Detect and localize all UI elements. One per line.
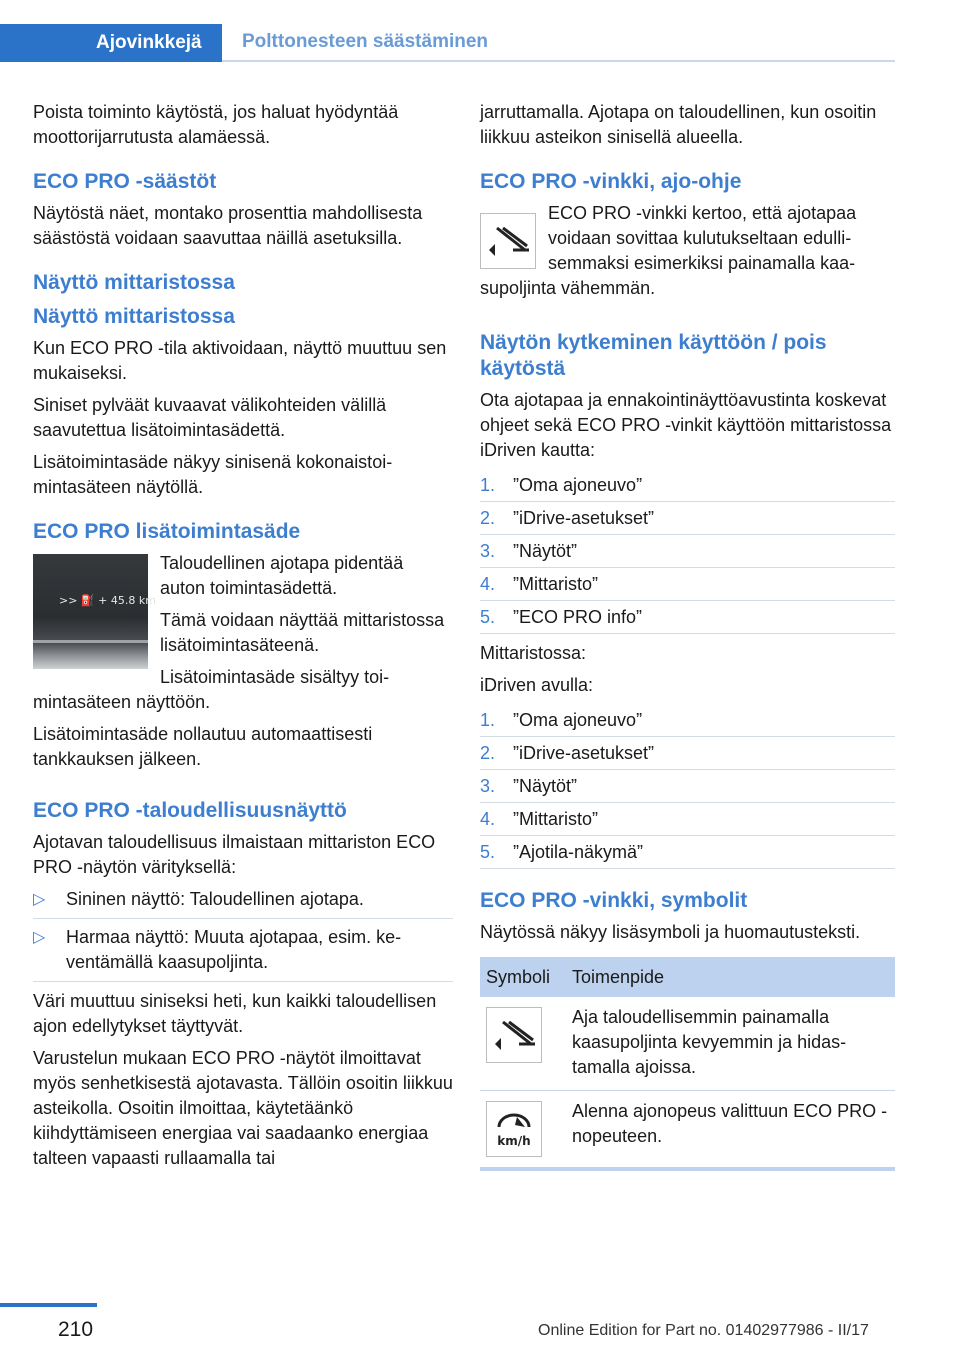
subheading-display: Näyttö mittaristossa	[33, 305, 235, 328]
heading-toggle: Näytön kytkeminen käyttöön / pois käytöstä	[480, 331, 827, 380]
heading-display: Näyttö mittaristossa	[33, 271, 235, 294]
symbols-paragraph: Näytössä näkyy lisäsymboli ja huomautusteksti.	[480, 922, 861, 942]
table-cell-action: Aja taloudellisemmin painamalla kaasupoljinta kevyemmin ja hidastamalla ajoissa.	[566, 997, 895, 1091]
list-item: 2. ”iDrive-asetukset”	[480, 506, 895, 535]
pedal-icon	[486, 1007, 542, 1063]
range-paragraph-2: Tämä voidaan näyttää mittaristossa lisätoimintasäteenä.	[160, 610, 445, 655]
toggle-paragraph: Ota ajotapaa ja ennakointinäyttöavustinta koskevat ohjeet sekä ECO PRO -vinkit käyttöön mittaristossa iDriven kautta:	[480, 390, 892, 460]
list-item: 4. ”Mittaristo”	[480, 807, 895, 836]
heading-savings: ECO PRO -säästöt	[33, 170, 217, 193]
column-header-action: Toimenpide	[566, 957, 895, 997]
list-item: 5. ”ECO PRO info”	[480, 605, 895, 634]
display-paragraph-1: Kun ECO PRO -tila aktivoidaan, näyttö muuttuu sen mukaiseksi.	[33, 338, 447, 383]
heading-range: ECO PRO lisätoimintasäde	[33, 520, 301, 543]
kmh-label: km/h	[497, 1134, 531, 1148]
right-column	[480, 100, 895, 1171]
speedometer-kmh-icon	[486, 1101, 542, 1157]
display-paragraph-3: Lisätoimintasäde näkyy sinisenä kokonaistoimintasäteen näytöllä.	[33, 452, 393, 497]
list-item: 3. ”Näytöt”	[480, 539, 895, 568]
triangle-bullet-icon: ▷	[33, 891, 46, 908]
economy-paragraph-3: Varustelun mukaan ECO PRO -näytöt ilmoittavat myös senhetkisestä ajotavasta. Tällöin osoitin liikkuu asteikolla. Osoitin ilmoittaa, käytetäänkö kiihdyttämiseen energiaa vai saadaanko energiaa talteen vapaasti rullaamalla tai	[33, 1048, 453, 1168]
range-paragraph-3: Lisätoimintasäde sisältyy toimintasäteen näyttöön.	[33, 667, 390, 712]
savings-paragraph: Näytöstä näet, montako prosenttia mahdollisesta säästöstä voidaan saavuttaa näillä asetuksilla.	[33, 203, 423, 248]
edition-text: Online Edition for Part no. 01402977986 - II/17	[538, 1322, 869, 1339]
pedal-icon	[480, 213, 536, 269]
range-paragraph-1: Taloudellinen ajotapa pidentää auton toimintasädettä.	[160, 553, 404, 598]
list-item: ▷ Sininen näyttö: Taloudellinen ajotapa.	[33, 887, 453, 919]
column-header-symbol: Symboli	[480, 957, 566, 997]
cluster-steps-list	[480, 473, 895, 634]
list-item: 1. ”Oma ajoneuvo”	[480, 708, 895, 737]
left-column	[33, 100, 453, 1178]
economy-bullet-list	[33, 887, 453, 982]
label-idrive: iDriven avulla:	[480, 675, 594, 695]
list-item: 5. ”Ajotila-näkymä”	[480, 840, 895, 869]
range-display-image	[33, 554, 156, 669]
intro-paragraph: Poista toiminto käytöstä, jos haluat hyödyntää moottorijarrutusta alamäessä.	[33, 102, 399, 147]
symbols-table	[480, 957, 895, 1171]
table-row	[480, 997, 895, 1091]
table-row	[480, 1091, 895, 1170]
range-display-text: >> ⛽ + 45.8 km	[59, 594, 156, 607]
label-cluster: Mittaristossa:	[480, 643, 587, 663]
economy-paragraph-1: Ajotavan taloudellisuus ilmaistaan mittariston ECO PRO -näytön värityksellä:	[33, 832, 436, 877]
list-item: 3. ”Näytöt”	[480, 774, 895, 803]
heading-tip: ECO PRO -vinkki, ajo-ohje	[480, 170, 742, 193]
range-paragraph-4: Lisätoimintasäde nollautuu automaattisesti tankkauksen jälkeen.	[33, 724, 373, 769]
heading-symbols: ECO PRO -vinkki, symbolit	[480, 889, 748, 912]
idrive-steps-list	[480, 708, 895, 869]
tip-paragraph: ECO PRO -vinkki kertoo, että ajotapaa voidaan sovittaa kulutukseltaan edullisemmaksi esimerkiksi painamalla kaasupoljinta vähemmän.	[480, 203, 857, 298]
economy-paragraph-2: Väri muuttuu siniseksi heti, kun kaikki taloudellisen ajon edellytykset täyttyvät.	[33, 991, 437, 1036]
continued-paragraph: jarruttamalla. Ajotapa on taloudellinen, kun osoitin liikkuu asteikon sinisellä alueella.	[480, 102, 877, 147]
tab-section[interactable]: Polttonesteen säästäminen	[222, 24, 895, 62]
list-item: 1. ”Oma ajoneuvo”	[480, 473, 895, 502]
display-paragraph-2: Siniset pylväät kuvaavat välikohteiden välillä saavutettua lisätoimintasädettä.	[33, 395, 387, 440]
triangle-bullet-icon: ▷	[33, 929, 46, 946]
table-header-row	[480, 957, 895, 997]
tip-block	[480, 201, 895, 308]
table-cell-action: Alenna ajonopeus valittuun ECO PRO -nopeuteen.	[566, 1091, 895, 1170]
list-item: 4. ”Mittaristo”	[480, 572, 895, 601]
page-number: 210	[58, 1318, 94, 1341]
list-item: 2. ”iDrive-asetukset”	[480, 741, 895, 770]
footer-accent-line	[0, 1303, 97, 1307]
tab-chapter[interactable]: Ajovinkkejä	[0, 24, 222, 62]
range-block	[33, 551, 453, 722]
list-item: ▷ Harmaa näyttö: Muuta ajotapaa, esim. keventämällä kaasupoljinta.	[33, 925, 453, 982]
image-divider	[33, 640, 148, 643]
heading-economy: ECO PRO -taloudellisuusnäyttö	[33, 799, 347, 822]
header-tabs	[0, 24, 895, 62]
